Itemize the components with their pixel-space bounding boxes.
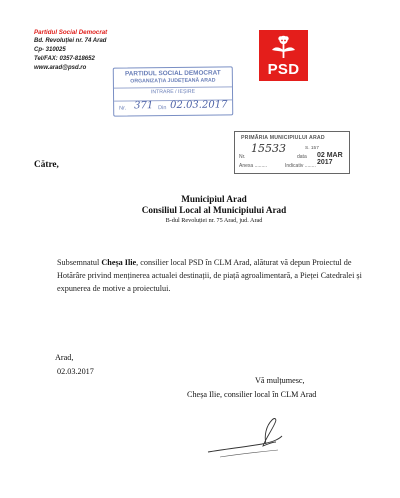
registry-stamp-party: PARTIDUL SOCIAL DEMOCRAT <box>124 69 221 78</box>
registry-stamp <box>113 66 234 116</box>
logo-text: PSD <box>267 61 300 78</box>
letterhead-web: www.arad@psd.ro <box>34 65 87 71</box>
closing-thanks: Vă mulțumesc, <box>255 376 305 385</box>
primaria-stamp-anexa: Anexa ......... <box>239 163 268 169</box>
registry-stamp-entry-row <box>114 99 232 115</box>
place: Arad, <box>55 353 74 362</box>
body-author-name: Cheșa Ilie <box>101 258 137 267</box>
primaria-stamp-indicativ: Indicativ ........ <box>285 163 316 169</box>
rose-icon <box>259 33 308 61</box>
registry-stamp-organization: ORGANIZAȚIA JUDEȚEANĂ ARAD <box>130 77 216 85</box>
recipient-municipality: Municipiul Arad <box>181 194 247 204</box>
body-intro: Subsemnatul <box>57 258 102 267</box>
registry-stamp-date: 02.03.2017 <box>170 99 228 112</box>
letter-body <box>57 256 367 295</box>
primaria-stamp-data-label: data <box>297 154 307 160</box>
primaria-stamp <box>234 131 350 174</box>
primaria-stamp-number: 15533 <box>251 142 286 155</box>
primaria-stamp-date: 02 MAR 2017 <box>317 152 343 166</box>
primaria-stamp-title: PRIMĂRIA MUNICIPIULUI ARAD <box>241 135 325 141</box>
letter-date: 02.03.2017 <box>57 367 94 376</box>
body-text: , consilier local PSD în CLM Arad, alăturat vă depun Proiectul de Hotărâre privind menținerea actualei destinații, de piață agroalimentară, a Pieței Catedralei și expunerea de motive a proiectului. <box>57 258 362 293</box>
letterhead-phone: Tel/FAX: 0357-818652 <box>34 56 95 62</box>
letterhead-party-name: Partidul Social Democrat <box>34 29 108 36</box>
salutation: Către, <box>34 160 59 170</box>
registry-stamp-din-label: Din <box>158 105 167 112</box>
registry-stamp-nr-label: Nr. <box>119 105 127 112</box>
recipient-address: B-dul Revoluției nr. 75 Arad, jud. Arad <box>165 217 263 224</box>
registry-stamp-type: INTRARE / IEȘIRE <box>114 86 232 95</box>
primaria-stamp-s-label: S. 157 <box>305 146 319 151</box>
registry-stamp-number: 371 <box>134 100 154 112</box>
signature-name: Cheșa Ilie, consilier local în CLM Arad <box>187 390 317 399</box>
letterhead-address: Bd. Revoluției nr. 74 Arad <box>34 38 107 44</box>
recipient-council: Consiliul Local al Municipiului Arad <box>141 205 287 215</box>
primaria-stamp-nr-label: Nr. <box>239 154 246 160</box>
handwritten-signature <box>206 400 316 460</box>
psd-logo <box>259 30 308 81</box>
letterhead-postal-code: Cp- 310025 <box>34 47 66 53</box>
